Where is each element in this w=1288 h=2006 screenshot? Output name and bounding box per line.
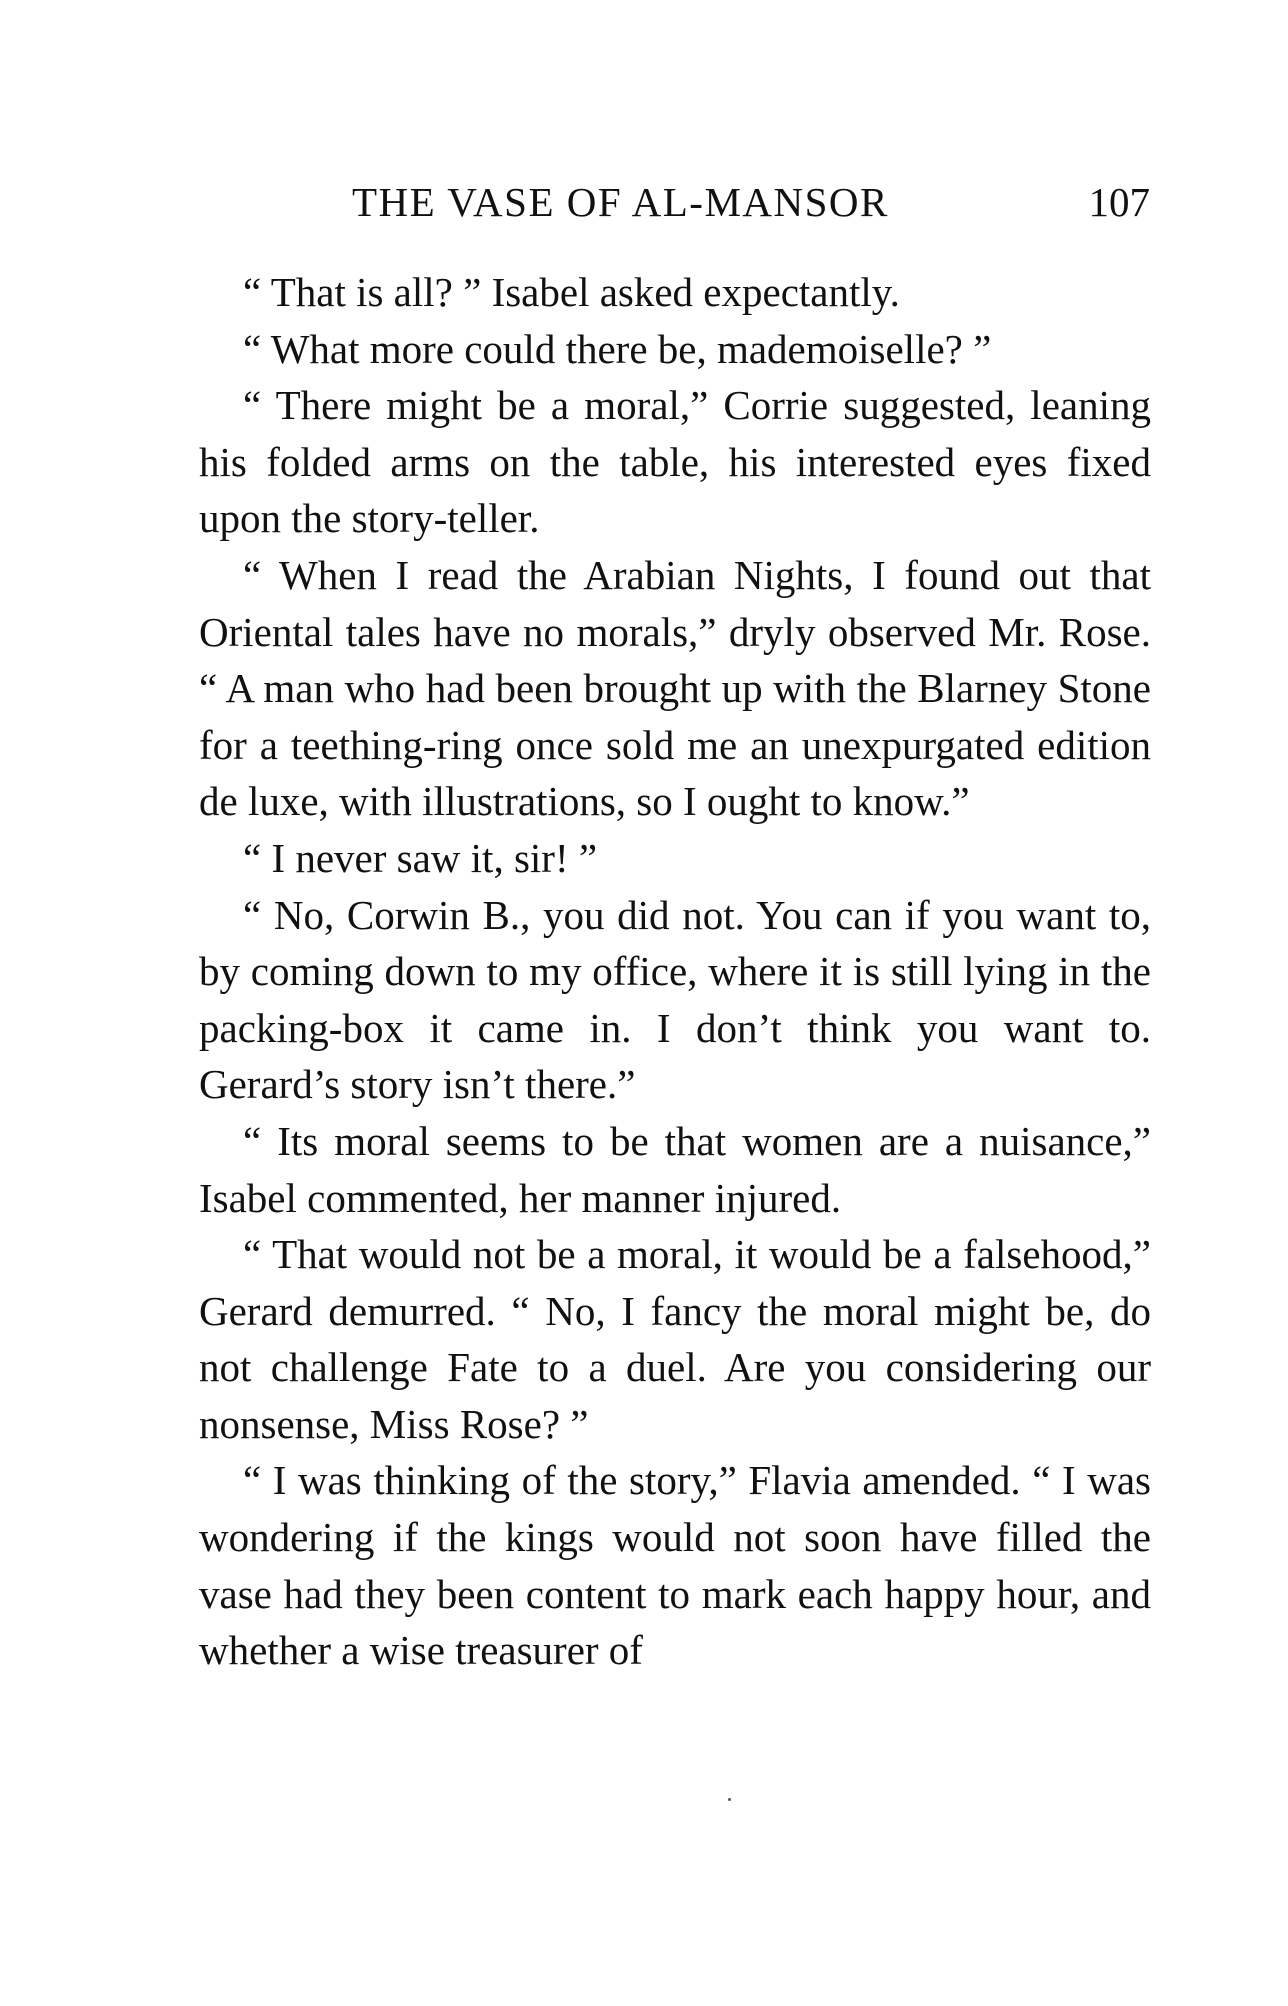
paragraph: “ Its moral seems to be that women are a nuisance,” Isabel commented, her manner injured.: [199, 1117, 1151, 1221]
paragraph: “ When I read the Arabian Nights, I found out that Oriental tales have no morals,” dryly observed Mr. Rose. “ A man who had been brought up with the Blarney Stone for a teething-ring once sold me an unexpurgated edition de luxe, with illustrations, so I ought to know.”: [199, 551, 1151, 825]
paragraph: “ I was thinking of the story,” Flavia amended. “ I was wondering if the kings would not soon have filled the vase had they been content to mark each happy hour, and whether a wise treasurer of: [199, 1457, 1151, 1674]
page-header: [352, 172, 1150, 232]
paragraph: “ What more could there be, mademoiselle? ”: [243, 325, 992, 372]
page-number: 107: [1088, 179, 1150, 225]
running-title: THE VASE OF AL-MANSOR: [352, 179, 889, 225]
scan-speck: [728, 1798, 731, 1801]
paragraph: “ That is all? ” Isabel asked expectantly.: [243, 269, 900, 315]
paragraph: “ No, Corwin B., you did not. You can if you want to, by coming down to my office, where it is still lying in the packing-box it came in. I don’t think you want to. Gerard’s story isn’t there.”: [199, 891, 1151, 1108]
paragraph: “ That would not be a moral, it would be a falsehood,” Gerard demurred. “ No, I fancy the moral might be, do not challenge Fate to a duel. Are you considering our nonsense, Miss Rose? ”: [199, 1231, 1151, 1447]
body-text: [199, 264, 1151, 1679]
paragraph: “ I never saw it, sir! ”: [243, 834, 598, 881]
paragraph: “ There might be a moral,” Corrie suggested, leaning his folded arms on the table, his interested eyes fixed upon the story-teller.: [199, 382, 1151, 542]
